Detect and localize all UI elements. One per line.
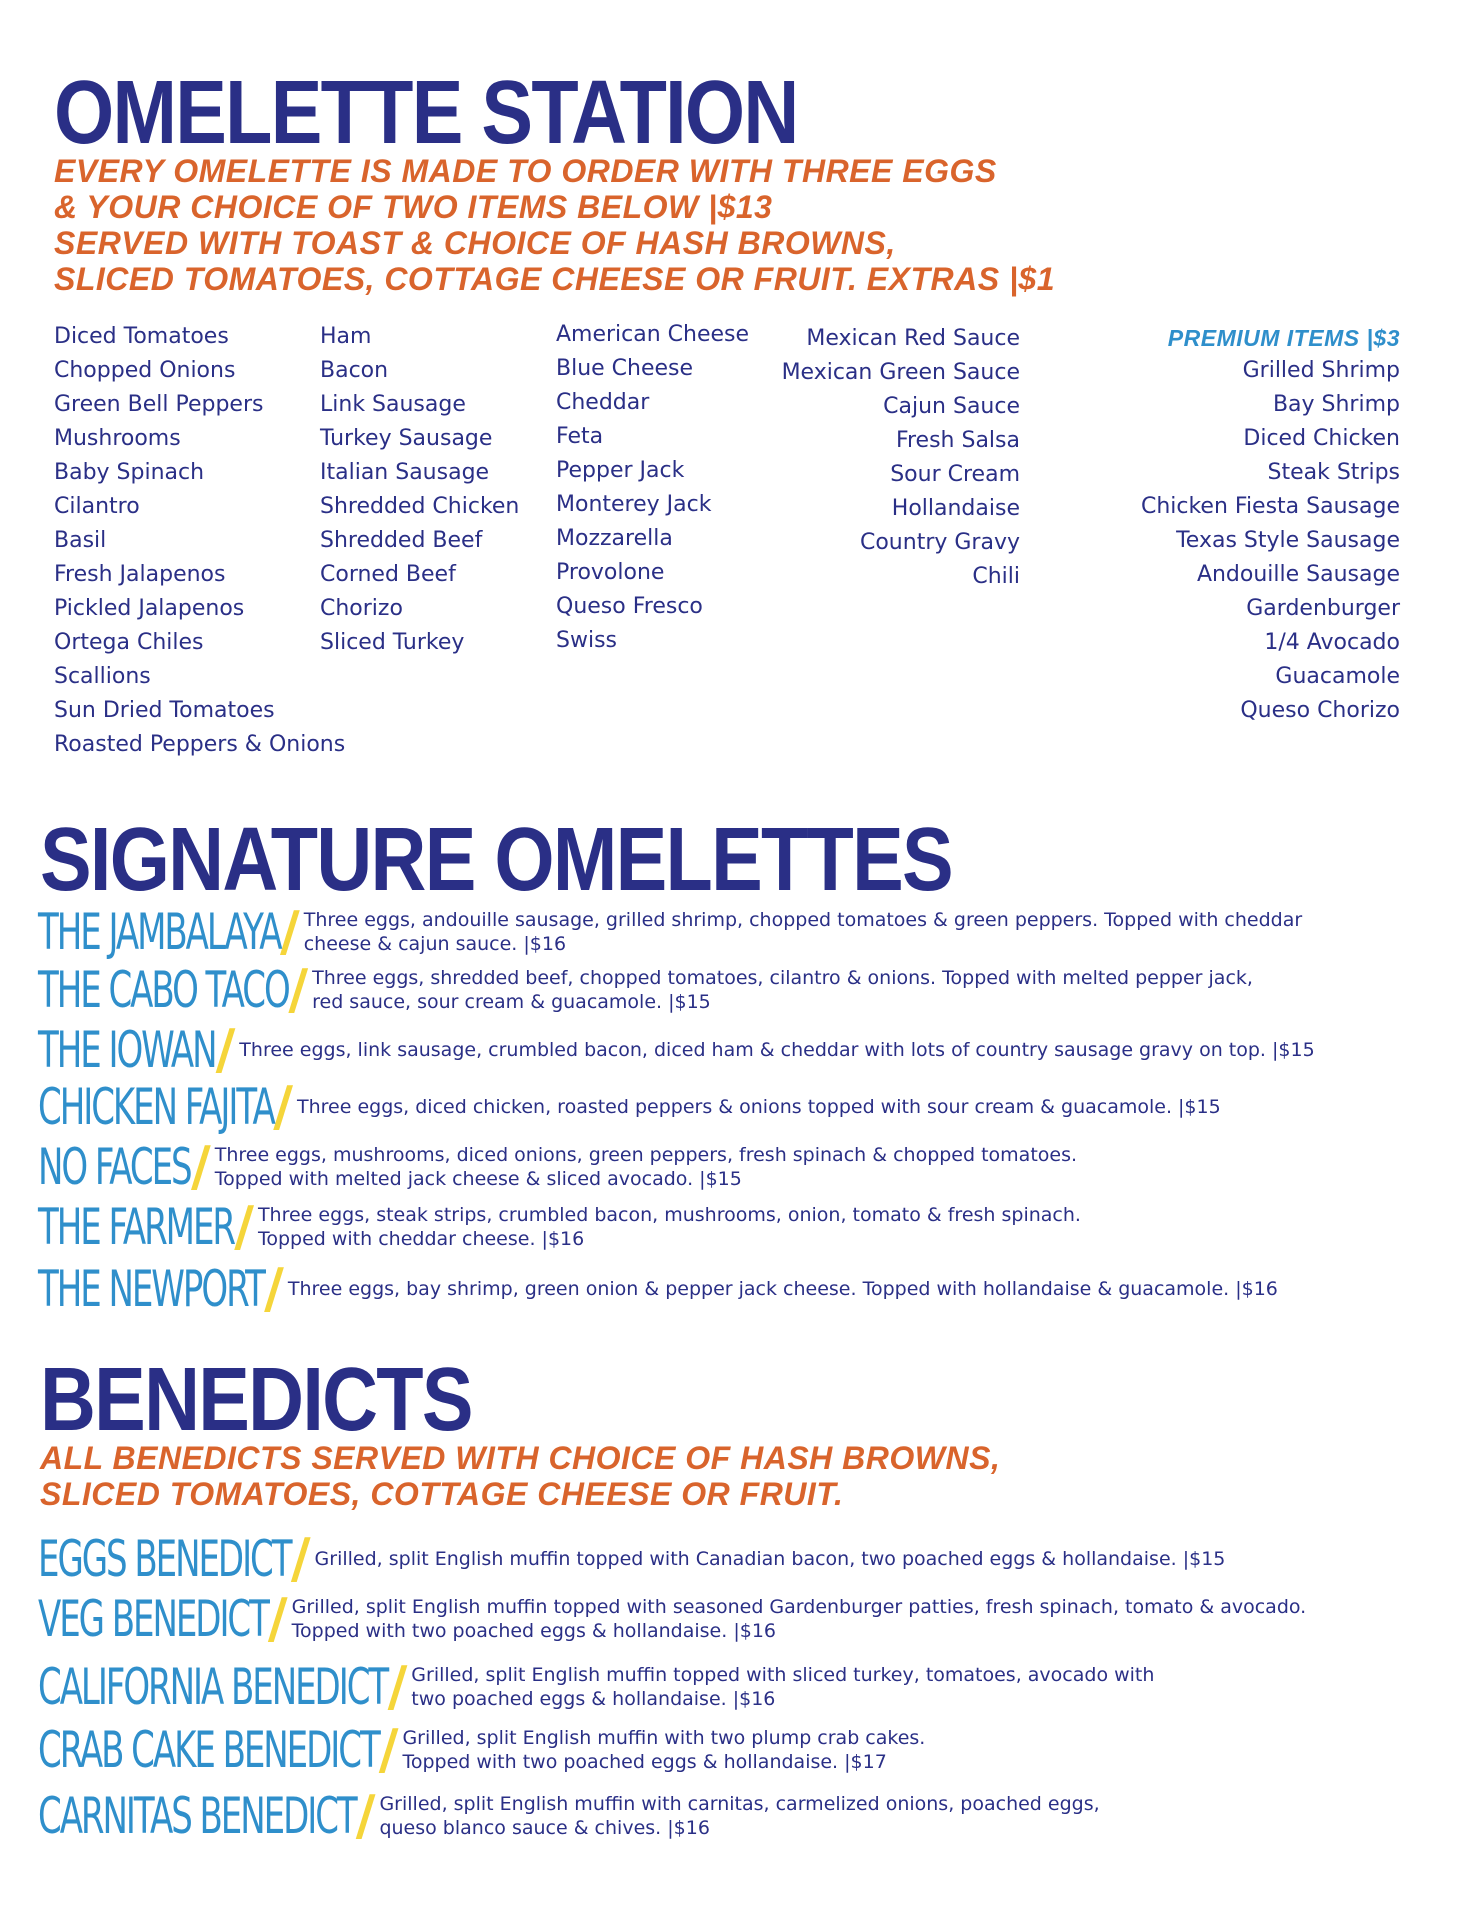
slash-divider-icon: / [387, 1655, 408, 1718]
menu-option: Bay Shrimp [1272, 392, 1400, 417]
menu-option: Diced Chicken [1243, 426, 1400, 451]
menu-option: Texas Style Sausage [1176, 528, 1400, 553]
menu-option: Link Sausage [320, 392, 466, 417]
omelette-station-title: OMELETTE STATION [54, 63, 798, 163]
menu-option: Gardenburger [1246, 596, 1400, 621]
menu-entry [38, 1587, 1307, 1650]
menu-option: Feta [556, 424, 604, 449]
menu-option: Chopped Onions [54, 358, 236, 383]
menu-option: Shredded Chicken [320, 494, 520, 519]
description-line: two poached eggs & hollandaise. |$16 [411, 1688, 776, 1710]
menu-option: Diced Tomatoes [54, 324, 229, 349]
description-line: Grilled, split English muffin with carnitas, carmelized onions, poached eggs, [379, 1793, 1100, 1815]
menu-option: Chicken Fiesta Sausage [1140, 494, 1400, 519]
entry-description [379, 1792, 1099, 1840]
description-line: red sauce, sour cream & guacamole. |$15 [312, 991, 711, 1013]
menu-entry [38, 1135, 1078, 1198]
menu-option: Sliced Turkey [320, 630, 465, 655]
menu-option: Shredded Beef [320, 528, 483, 553]
menu-option: Queso Fresco [556, 594, 703, 619]
slash-divider-icon: / [290, 1527, 311, 1590]
menu-entry [38, 1257, 1278, 1320]
menu-option: Italian Sausage [320, 460, 490, 485]
subtitle-line: SLICED TOMATOES, COTTAGE CHEESE OR FRUIT. EXTRAS |$1 [54, 261, 1055, 297]
description-line: Grilled, split English muffin topped with Canadian bacon, two poached eggs & hollandaise. |$15 [314, 1548, 1226, 1570]
menu-option: Monterey Jack [556, 492, 712, 517]
description-line: Three eggs, steak strips, crumbled bacon, mushrooms, onion, tomato & fresh spinach. [257, 1204, 1081, 1226]
veggies-column [54, 320, 345, 762]
description-line: Three eggs, shredded beef, chopped tomatoes, cilantro & onions. Topped with melted pepper jack, [312, 967, 1253, 989]
description-line: Three eggs, diced chicken, roasted peppers & onions topped with sour cream & guacamole. |$15 [297, 1096, 1221, 1118]
slash-divider-icon: / [273, 1075, 293, 1138]
menu-option: Pepper Jack [556, 458, 685, 483]
entry-name: CALIFORNIA BENEDICT [38, 1658, 388, 1716]
description-line: Topped with two poached eggs & hollandaise. |$17 [402, 1751, 887, 1773]
menu-option: American Cheese [556, 322, 750, 347]
description-line: Three eggs, bay shrimp, green onion & pepper jack cheese. Topped with hollandaise & guacamole. |$16 [287, 1278, 1278, 1300]
menu-option: Green Bell Peppers [54, 392, 264, 417]
menu-option: Queso Chorizo [1240, 698, 1400, 723]
menu-option: Provolone [556, 560, 665, 585]
premium-items-heading: PREMIUM ITEMS |$3 [1167, 325, 1400, 351]
menu-entry [38, 1527, 1226, 1590]
menu-option: Swiss [556, 628, 617, 653]
menu-option: Chili [972, 564, 1020, 589]
menu-entry [38, 1075, 1221, 1138]
menu-entry [38, 900, 1303, 963]
entry-description [258, 1203, 1081, 1251]
entry-name: THE CABO TACO [38, 961, 289, 1019]
benedicts-subtitle [40, 1440, 1000, 1512]
entry-description [292, 1595, 1307, 1643]
menu-entry [38, 1195, 1081, 1258]
description-line: queso blanco sauce & chives. |$16 [379, 1817, 710, 1839]
description-line: Three eggs, link sausage, crumbled bacon, diced ham & cheddar with lots of country sausage gravy on top. |$15 [239, 1039, 1315, 1061]
slash-divider-icon: / [264, 1257, 284, 1320]
menu-entry [38, 1018, 1315, 1081]
slash-divider-icon: / [215, 1018, 236, 1081]
entry-description [288, 1277, 1278, 1301]
slash-divider-icon: / [355, 1784, 376, 1847]
slash-divider-icon: / [280, 900, 300, 963]
entry-description [312, 966, 1253, 1014]
menu-option: 1/4 Avocado [1264, 630, 1400, 655]
menu-option: Basil [54, 528, 107, 553]
slash-divider-icon: / [190, 1135, 211, 1198]
menu-option: Andouille Sausage [1196, 562, 1400, 587]
description-line: Grilled, split English muffin topped with sliced turkey, tomatoes, avocado with [411, 1664, 1155, 1686]
menu-option: Guacamole [1275, 664, 1400, 689]
omelette-station-subtitle [54, 153, 1055, 297]
menu-entry [38, 1655, 1155, 1718]
menu-option: Mozzarella [556, 526, 673, 551]
menu-entry [38, 1718, 926, 1781]
subtitle-line: SLICED TOMATOES, COTTAGE CHEESE OR FRUIT. [40, 1476, 844, 1512]
menu-option: Bacon [320, 358, 389, 383]
meats-column [320, 320, 519, 660]
subtitle-line: EVERY OMELETTE IS MADE TO ORDER WITH THREE EGGS [54, 153, 997, 189]
menu-option: Mexican Red Sauce [806, 326, 1020, 351]
menu-option: Grilled Shrimp [1242, 358, 1400, 383]
entry-name: THE JAMBALAYA [38, 903, 281, 961]
entry-description [304, 908, 1302, 956]
entry-description [315, 1547, 1226, 1571]
menu-option: Hollandaise [891, 496, 1020, 521]
cheeses-column [556, 318, 749, 658]
entry-name: CHICKEN FAJITA [38, 1078, 274, 1136]
description-line: Topped with melted jack cheese & sliced avocado. |$15 [214, 1168, 742, 1190]
premium-list [1080, 354, 1400, 728]
menu-entry [38, 958, 1253, 1021]
slash-divider-icon: / [267, 1587, 288, 1650]
entry-name: THE FARMER [38, 1198, 234, 1256]
slash-divider-icon: / [288, 958, 309, 1021]
entry-description [239, 1038, 1314, 1062]
benedicts-title: BENEDICTS [40, 1350, 472, 1450]
description-line: Topped with cheddar cheese. |$16 [257, 1228, 585, 1250]
subtitle-line: ALL BENEDICTS SERVED WITH CHOICE OF HASH BROWNS, [40, 1440, 1001, 1476]
menu-option: Fresh Salsa [895, 428, 1020, 453]
entry-name: THE NEWPORT [38, 1260, 264, 1318]
entry-name: VEG BENEDICT [38, 1590, 268, 1648]
menu-option: Sun Dried Tomatoes [54, 698, 275, 723]
menu-option: Scallions [54, 664, 151, 689]
entry-name: CARNITAS BENEDICT [38, 1787, 356, 1845]
menu-entry [38, 1784, 1100, 1847]
menu-option: Chorizo [320, 596, 403, 621]
menu-option: Country Gravy [859, 530, 1020, 555]
menu-option: Corned Beef [320, 562, 456, 587]
sauces-column [770, 322, 1020, 594]
entry-description [402, 1726, 925, 1774]
entry-name: EGGS BENEDICT [38, 1530, 291, 1588]
description-line: Three eggs, andouille sausage, grilled shrimp, chopped tomatoes & green peppers. Topped with cheddar [303, 909, 1303, 931]
menu-option: Ham [320, 324, 372, 349]
entry-description [297, 1095, 1221, 1119]
menu-option: Cilantro [54, 494, 140, 519]
entry-name: NO FACES [38, 1138, 191, 1196]
entry-description [411, 1663, 1154, 1711]
menu-option: Blue Cheese [556, 356, 694, 381]
subtitle-line: & YOUR CHOICE OF TWO ITEMS BELOW |$13 [54, 189, 773, 225]
subtitle-line: SERVED WITH TOAST & CHOICE OF HASH BROWNS, [54, 225, 896, 261]
description-line: Three eggs, mushrooms, diced onions, green peppers, fresh spinach & chopped tomatoes. [214, 1144, 1078, 1166]
menu-option: Roasted Peppers & Onions [54, 732, 346, 757]
description-line: Grilled, split English muffin with two plump crab cakes. [402, 1727, 926, 1749]
menu-option: Turkey Sausage [320, 426, 493, 451]
entry-description [215, 1143, 1077, 1191]
menu-option: Ortega Chiles [54, 630, 204, 655]
menu-option: Baby Spinach [54, 460, 205, 485]
menu-option: Mushrooms [54, 426, 181, 451]
premium-column [1080, 322, 1400, 728]
description-line: cheese & cajun sauce. |$16 [303, 933, 567, 955]
slash-divider-icon: / [378, 1718, 399, 1781]
entry-name: CRAB CAKE BENEDICT [38, 1721, 379, 1779]
signature-omelettes-title: SIGNATURE OMELETTES [40, 810, 952, 910]
menu-option: Mexican Green Sauce [781, 360, 1020, 385]
menu-option: Sour Cream [890, 462, 1020, 487]
menu-option: Cheddar [556, 390, 650, 415]
description-line: Topped with two poached eggs & hollandaise. |$16 [291, 1620, 776, 1642]
menu-option: Fresh Jalapenos [54, 562, 226, 587]
menu-option: Cajun Sauce [883, 394, 1020, 419]
entry-name: THE IOWAN [38, 1021, 216, 1079]
slash-divider-icon: / [234, 1195, 254, 1258]
description-line: Grilled, split English muffin topped with seasoned Gardenburger patties, fresh spinach, tomato & avocado. [291, 1596, 1307, 1618]
menu-option: Steak Strips [1267, 460, 1400, 485]
menu-option: Pickled Jalapenos [54, 596, 245, 621]
